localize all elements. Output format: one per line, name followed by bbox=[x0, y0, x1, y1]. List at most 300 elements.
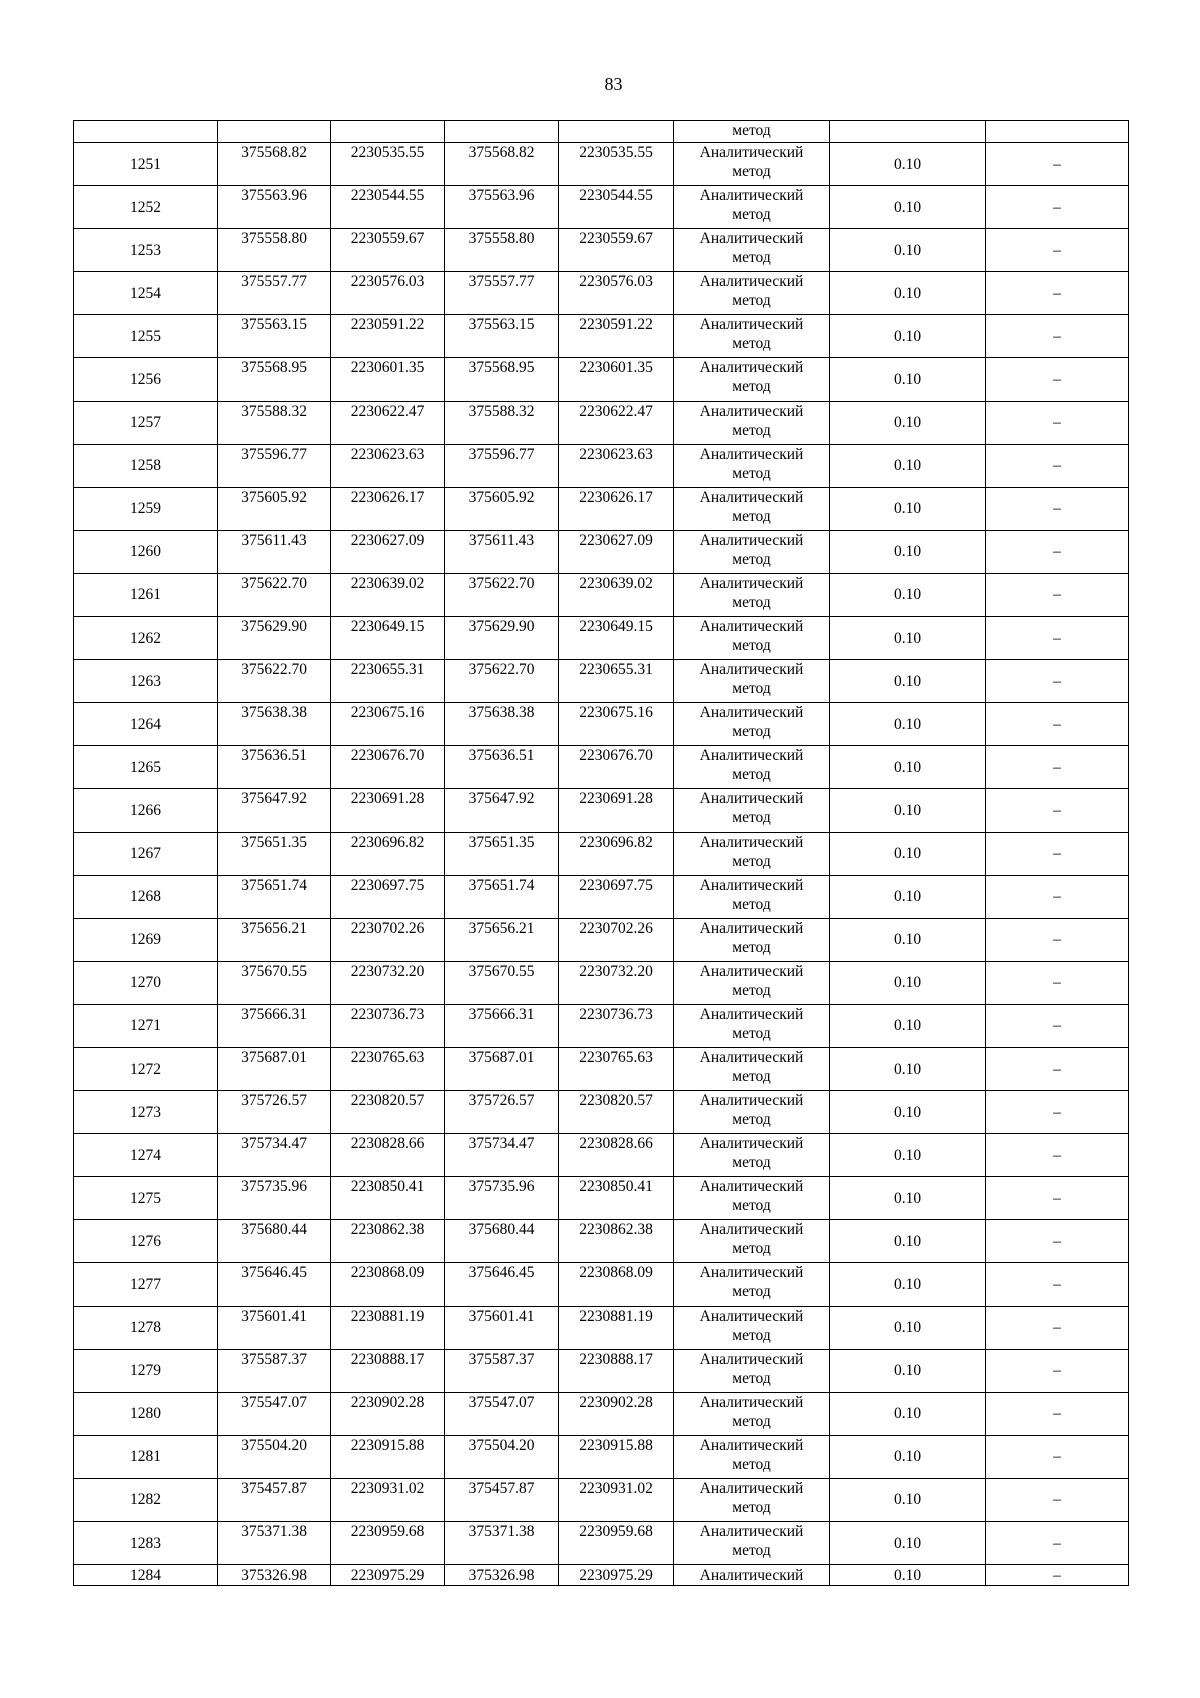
y-coordinate-2: 2230850.41 bbox=[559, 1177, 674, 1220]
dash-value: – bbox=[986, 789, 1129, 832]
method-line-1: Аналитический bbox=[699, 1005, 804, 1023]
x-coordinate-2: 375557.77 bbox=[445, 272, 559, 315]
x-coordinate: 375611.43 bbox=[218, 530, 331, 573]
method-line-1: Аналитический bbox=[699, 488, 804, 506]
method-cell bbox=[674, 444, 830, 487]
y-coordinate: 2230820.57 bbox=[331, 1091, 445, 1134]
method-cell bbox=[674, 121, 830, 143]
table-cell bbox=[445, 121, 559, 143]
method-cell bbox=[674, 1435, 830, 1478]
method-line-2: метод bbox=[732, 421, 771, 439]
x-coordinate: 375605.92 bbox=[218, 487, 331, 530]
x-coordinate: 375651.35 bbox=[218, 832, 331, 875]
x-coordinate: 375558.80 bbox=[218, 229, 331, 272]
method-line-1: Аналитический bbox=[699, 445, 804, 463]
method-line-2: метод bbox=[732, 1369, 771, 1387]
x-coordinate: 375622.70 bbox=[218, 660, 331, 703]
method-line-2: метод bbox=[732, 206, 771, 224]
precision-value: 0.10 bbox=[830, 143, 986, 186]
point-number: 1263 bbox=[74, 660, 218, 703]
method-line-1: Аналитический bbox=[699, 187, 804, 205]
x-coordinate-2: 375547.07 bbox=[445, 1392, 559, 1435]
method-line-1: Аналитический bbox=[699, 531, 804, 549]
x-coordinate: 375588.32 bbox=[218, 401, 331, 444]
table-row bbox=[74, 229, 1129, 272]
table-cell bbox=[559, 121, 674, 143]
precision-value: 0.10 bbox=[830, 961, 986, 1004]
point-number: 1258 bbox=[74, 444, 218, 487]
y-coordinate: 2230888.17 bbox=[331, 1349, 445, 1392]
x-coordinate-2: 375734.47 bbox=[445, 1134, 559, 1177]
precision-value: 0.10 bbox=[830, 1091, 986, 1134]
method-line-2: метод bbox=[732, 938, 771, 956]
table-row bbox=[74, 573, 1129, 616]
x-coordinate-2: 375504.20 bbox=[445, 1435, 559, 1478]
method-cell bbox=[674, 1004, 830, 1047]
table-cell bbox=[74, 121, 218, 143]
x-coordinate: 375504.20 bbox=[218, 1435, 331, 1478]
x-coordinate: 375670.55 bbox=[218, 961, 331, 1004]
x-coordinate: 375457.87 bbox=[218, 1478, 331, 1521]
y-coordinate: 2230535.55 bbox=[331, 143, 445, 186]
table-row bbox=[74, 1047, 1129, 1090]
precision-value: 0.10 bbox=[830, 1478, 986, 1521]
precision-value: 0.10 bbox=[830, 1306, 986, 1349]
y-coordinate: 2230862.38 bbox=[331, 1220, 445, 1263]
precision-value: 0.10 bbox=[830, 1004, 986, 1047]
method-cell bbox=[674, 1263, 830, 1306]
method-line-2: метод bbox=[732, 1283, 771, 1301]
point-number: 1261 bbox=[74, 573, 218, 616]
method-line-2: метод bbox=[732, 249, 771, 267]
y-coordinate: 2230828.66 bbox=[331, 1134, 445, 1177]
x-coordinate-2: 375558.80 bbox=[445, 229, 559, 272]
table-row bbox=[74, 358, 1129, 401]
point-number: 1254 bbox=[74, 272, 218, 315]
y-coordinate: 2230676.70 bbox=[331, 746, 445, 789]
point-number: 1281 bbox=[74, 1435, 218, 1478]
method-line-1: Аналитический bbox=[699, 1307, 804, 1325]
table-row bbox=[74, 617, 1129, 660]
table-cell bbox=[830, 121, 986, 143]
table-row bbox=[74, 1435, 1129, 1478]
point-number: 1270 bbox=[74, 961, 218, 1004]
method-cell bbox=[674, 1565, 830, 1586]
method-line-2: метод bbox=[732, 852, 771, 870]
y-coordinate: 2230544.55 bbox=[331, 186, 445, 229]
method-cell bbox=[674, 1522, 830, 1565]
method-line-1: Аналитический bbox=[699, 1178, 804, 1196]
x-coordinate-2: 375605.92 bbox=[445, 487, 559, 530]
x-coordinate-2: 375687.01 bbox=[445, 1047, 559, 1090]
precision-value: 0.10 bbox=[830, 272, 986, 315]
y-coordinate-2: 2230623.63 bbox=[559, 444, 674, 487]
precision-value: 0.10 bbox=[830, 1263, 986, 1306]
table-row bbox=[74, 143, 1129, 186]
dash-value: – bbox=[986, 143, 1129, 186]
dash-value: – bbox=[986, 530, 1129, 573]
precision-value: 0.10 bbox=[830, 1134, 986, 1177]
y-coordinate-2: 2230975.29 bbox=[559, 1565, 674, 1586]
y-coordinate-2: 2230868.09 bbox=[559, 1263, 674, 1306]
dash-value: – bbox=[986, 617, 1129, 660]
method-line-2: метод bbox=[732, 1024, 771, 1042]
y-coordinate-2: 2230765.63 bbox=[559, 1047, 674, 1090]
precision-value: 0.10 bbox=[830, 1349, 986, 1392]
method-line-1: Аналитический bbox=[699, 144, 804, 161]
y-coordinate-2: 2230627.09 bbox=[559, 530, 674, 573]
y-coordinate: 2230902.28 bbox=[331, 1392, 445, 1435]
x-coordinate: 375563.15 bbox=[218, 315, 331, 358]
x-coordinate-2: 375638.38 bbox=[445, 703, 559, 746]
x-coordinate-2: 375656.21 bbox=[445, 918, 559, 961]
dash-value: – bbox=[986, 229, 1129, 272]
method-line-1: Аналитический bbox=[699, 790, 804, 808]
x-coordinate-2: 375587.37 bbox=[445, 1349, 559, 1392]
y-coordinate: 2230627.09 bbox=[331, 530, 445, 573]
precision-value: 0.10 bbox=[830, 1565, 986, 1586]
y-coordinate: 2230696.82 bbox=[331, 832, 445, 875]
method-cell bbox=[674, 272, 830, 315]
y-coordinate-2: 2230544.55 bbox=[559, 186, 674, 229]
precision-value: 0.10 bbox=[830, 617, 986, 660]
y-coordinate-2: 2230535.55 bbox=[559, 143, 674, 186]
x-coordinate: 375568.82 bbox=[218, 143, 331, 186]
table-row bbox=[74, 1565, 1129, 1586]
y-coordinate-2: 2230902.28 bbox=[559, 1392, 674, 1435]
method-line-2: метод bbox=[732, 507, 771, 525]
y-coordinate-2: 2230639.02 bbox=[559, 573, 674, 616]
method-line-2: метод bbox=[732, 1111, 771, 1129]
dash-value: – bbox=[986, 358, 1129, 401]
y-coordinate-2: 2230959.68 bbox=[559, 1522, 674, 1565]
method-cell bbox=[674, 746, 830, 789]
precision-value: 0.10 bbox=[830, 1435, 986, 1478]
method-line-1: Аналитический bbox=[699, 1566, 804, 1584]
x-coordinate-2: 375647.92 bbox=[445, 789, 559, 832]
x-coordinate-2: 375611.43 bbox=[445, 530, 559, 573]
point-number: 1253 bbox=[74, 229, 218, 272]
point-number: 1268 bbox=[74, 875, 218, 918]
point-number: 1256 bbox=[74, 358, 218, 401]
table-row bbox=[74, 660, 1129, 703]
table-row bbox=[74, 444, 1129, 487]
y-coordinate: 2230623.63 bbox=[331, 444, 445, 487]
method-line-1: Аналитический bbox=[699, 618, 804, 636]
method-line-2: метод bbox=[732, 809, 771, 827]
dash-value: – bbox=[986, 401, 1129, 444]
dash-value: – bbox=[986, 1220, 1129, 1263]
point-number: 1277 bbox=[74, 1263, 218, 1306]
method-line-2: метод bbox=[732, 593, 771, 611]
method-line-1: Аналитический bbox=[699, 661, 804, 679]
y-coordinate: 2230576.03 bbox=[331, 272, 445, 315]
x-coordinate: 375557.77 bbox=[218, 272, 331, 315]
precision-value: 0.10 bbox=[830, 530, 986, 573]
method-line-2: метод bbox=[732, 1154, 771, 1172]
method-cell bbox=[674, 703, 830, 746]
method-continued-text: метод bbox=[732, 122, 771, 139]
precision-value: 0.10 bbox=[830, 487, 986, 530]
table-row bbox=[74, 272, 1129, 315]
point-number: 1274 bbox=[74, 1134, 218, 1177]
page-number: 83 bbox=[604, 74, 623, 94]
dash-value: – bbox=[986, 1047, 1129, 1090]
method-cell bbox=[674, 1091, 830, 1134]
method-line-1: Аналитический bbox=[699, 1436, 804, 1454]
point-number: 1251 bbox=[74, 143, 218, 186]
x-coordinate-2: 375651.74 bbox=[445, 875, 559, 918]
y-coordinate-2: 2230591.22 bbox=[559, 315, 674, 358]
x-coordinate: 375687.01 bbox=[218, 1047, 331, 1090]
x-coordinate: 375734.47 bbox=[218, 1134, 331, 1177]
point-number: 1267 bbox=[74, 832, 218, 875]
y-coordinate-2: 2230559.67 bbox=[559, 229, 674, 272]
y-coordinate-2: 2230696.82 bbox=[559, 832, 674, 875]
dash-value: – bbox=[986, 1392, 1129, 1435]
table-row bbox=[74, 530, 1129, 573]
x-coordinate-2: 375601.41 bbox=[445, 1306, 559, 1349]
method-cell bbox=[674, 358, 830, 401]
continued-header-row bbox=[74, 121, 1129, 143]
table-row bbox=[74, 961, 1129, 1004]
point-number: 1273 bbox=[74, 1091, 218, 1134]
x-coordinate: 375735.96 bbox=[218, 1177, 331, 1220]
method-cell bbox=[674, 573, 830, 616]
x-coordinate: 375326.98 bbox=[218, 1565, 331, 1586]
dash-value: – bbox=[986, 746, 1129, 789]
method-cell bbox=[674, 1349, 830, 1392]
method-cell bbox=[674, 832, 830, 875]
x-coordinate: 375601.41 bbox=[218, 1306, 331, 1349]
method-line-1: Аналитический bbox=[699, 230, 804, 248]
table-cell bbox=[986, 121, 1129, 143]
method-line-1: Аналитический bbox=[699, 1264, 804, 1282]
method-line-1: Аналитический bbox=[699, 962, 804, 980]
x-coordinate-2: 375568.82 bbox=[445, 143, 559, 186]
precision-value: 0.10 bbox=[830, 1177, 986, 1220]
method-line-1: Аналитический bbox=[699, 919, 804, 937]
method-cell bbox=[674, 1306, 830, 1349]
dash-value: – bbox=[986, 832, 1129, 875]
point-number: 1279 bbox=[74, 1349, 218, 1392]
method-line-1: Аналитический bbox=[699, 1135, 804, 1153]
dash-value: – bbox=[986, 1349, 1129, 1392]
dash-value: – bbox=[986, 487, 1129, 530]
dash-value: – bbox=[986, 918, 1129, 961]
x-coordinate: 375629.90 bbox=[218, 617, 331, 660]
y-coordinate-2: 2230828.66 bbox=[559, 1134, 674, 1177]
table-row bbox=[74, 315, 1129, 358]
y-coordinate-2: 2230862.38 bbox=[559, 1220, 674, 1263]
point-number: 1284 bbox=[74, 1565, 218, 1586]
x-coordinate: 375547.07 bbox=[218, 1392, 331, 1435]
method-line-2: метод bbox=[732, 335, 771, 353]
dash-value: – bbox=[986, 315, 1129, 358]
method-line-1: Аналитический bbox=[699, 833, 804, 851]
y-coordinate-2: 2230732.20 bbox=[559, 961, 674, 1004]
table-row bbox=[74, 918, 1129, 961]
method-cell bbox=[674, 143, 830, 186]
dash-value: – bbox=[986, 444, 1129, 487]
coordinates-table bbox=[73, 120, 1129, 1586]
point-number: 1266 bbox=[74, 789, 218, 832]
dash-value: – bbox=[986, 1004, 1129, 1047]
y-coordinate-2: 2230576.03 bbox=[559, 272, 674, 315]
y-coordinate-2: 2230655.31 bbox=[559, 660, 674, 703]
y-coordinate: 2230868.09 bbox=[331, 1263, 445, 1306]
table-body bbox=[74, 121, 1129, 1586]
precision-value: 0.10 bbox=[830, 1392, 986, 1435]
x-coordinate: 375638.38 bbox=[218, 703, 331, 746]
method-line-2: метод bbox=[732, 550, 771, 568]
y-coordinate: 2230691.28 bbox=[331, 789, 445, 832]
point-number: 1264 bbox=[74, 703, 218, 746]
y-coordinate: 2230850.41 bbox=[331, 1177, 445, 1220]
y-coordinate: 2230655.31 bbox=[331, 660, 445, 703]
method-line-2: метод bbox=[732, 981, 771, 999]
method-cell bbox=[674, 789, 830, 832]
precision-value: 0.10 bbox=[830, 229, 986, 272]
x-coordinate: 375596.77 bbox=[218, 444, 331, 487]
x-coordinate-2: 375646.45 bbox=[445, 1263, 559, 1306]
method-cell bbox=[674, 660, 830, 703]
y-coordinate-2: 2230697.75 bbox=[559, 875, 674, 918]
y-coordinate-2: 2230888.17 bbox=[559, 1349, 674, 1392]
method-line-1: Аналитический bbox=[699, 876, 804, 894]
x-coordinate: 375587.37 bbox=[218, 1349, 331, 1392]
table-cell bbox=[218, 121, 331, 143]
table-row bbox=[74, 1091, 1129, 1134]
x-coordinate-2: 375636.51 bbox=[445, 746, 559, 789]
y-coordinate-2: 2230622.47 bbox=[559, 401, 674, 444]
y-coordinate-2: 2230675.16 bbox=[559, 703, 674, 746]
table-row bbox=[74, 746, 1129, 789]
y-coordinate: 2230975.29 bbox=[331, 1565, 445, 1586]
x-coordinate-2: 375326.98 bbox=[445, 1565, 559, 1586]
method-cell bbox=[674, 961, 830, 1004]
y-coordinate: 2230765.63 bbox=[331, 1047, 445, 1090]
method-line-1: Аналитический bbox=[699, 1523, 804, 1540]
table-row bbox=[74, 1004, 1129, 1047]
precision-value: 0.10 bbox=[830, 573, 986, 616]
method-cell bbox=[674, 1220, 830, 1263]
precision-value: 0.10 bbox=[830, 444, 986, 487]
precision-value: 0.10 bbox=[830, 1522, 986, 1565]
table-row bbox=[74, 1134, 1129, 1177]
precision-value: 0.10 bbox=[830, 746, 986, 789]
method-line-1: Аналитический bbox=[699, 704, 804, 722]
x-coordinate-2: 375457.87 bbox=[445, 1478, 559, 1521]
method-line-2: метод bbox=[732, 1498, 771, 1516]
x-coordinate-2: 375666.31 bbox=[445, 1004, 559, 1047]
precision-value: 0.10 bbox=[830, 918, 986, 961]
x-coordinate: 375371.38 bbox=[218, 1522, 331, 1565]
point-number: 1271 bbox=[74, 1004, 218, 1047]
dash-value: – bbox=[986, 1091, 1129, 1134]
point-number: 1269 bbox=[74, 918, 218, 961]
y-coordinate-2: 2230691.28 bbox=[559, 789, 674, 832]
table-row bbox=[74, 487, 1129, 530]
dash-value: – bbox=[986, 875, 1129, 918]
method-cell bbox=[674, 1134, 830, 1177]
x-coordinate-2: 375670.55 bbox=[445, 961, 559, 1004]
method-line-2: метод bbox=[732, 163, 771, 180]
y-coordinate: 2230601.35 bbox=[331, 358, 445, 401]
table-row bbox=[74, 1263, 1129, 1306]
y-coordinate-2: 2230915.88 bbox=[559, 1435, 674, 1478]
x-coordinate: 375646.45 bbox=[218, 1263, 331, 1306]
y-coordinate-2: 2230626.17 bbox=[559, 487, 674, 530]
method-line-1: Аналитический bbox=[699, 316, 804, 334]
dash-value: – bbox=[986, 1177, 1129, 1220]
table-row bbox=[74, 1349, 1129, 1392]
method-line-2: метод bbox=[732, 1197, 771, 1215]
y-coordinate: 2230736.73 bbox=[331, 1004, 445, 1047]
method-line-1: Аналитический bbox=[699, 1479, 804, 1497]
x-coordinate-2: 375596.77 bbox=[445, 444, 559, 487]
method-line-1: Аналитический bbox=[699, 1048, 804, 1066]
method-cell bbox=[674, 1177, 830, 1220]
y-coordinate: 2230732.20 bbox=[331, 961, 445, 1004]
method-line-2: метод bbox=[732, 680, 771, 698]
method-line-2: метод bbox=[732, 292, 771, 310]
point-number: 1260 bbox=[74, 530, 218, 573]
method-cell bbox=[674, 186, 830, 229]
method-line-2: метод bbox=[732, 1326, 771, 1344]
method-cell bbox=[674, 315, 830, 358]
x-coordinate: 375636.51 bbox=[218, 746, 331, 789]
method-cell bbox=[674, 487, 830, 530]
method-line-2: метод bbox=[732, 1455, 771, 1473]
method-line-2: метод bbox=[732, 895, 771, 913]
point-number: 1283 bbox=[74, 1522, 218, 1565]
x-coordinate: 375568.95 bbox=[218, 358, 331, 401]
y-coordinate-2: 2230601.35 bbox=[559, 358, 674, 401]
x-coordinate-2: 375568.95 bbox=[445, 358, 559, 401]
table-row bbox=[74, 1220, 1129, 1263]
dash-value: – bbox=[986, 961, 1129, 1004]
method-cell bbox=[674, 1392, 830, 1435]
x-coordinate-2: 375622.70 bbox=[445, 660, 559, 703]
x-coordinate-2: 375680.44 bbox=[445, 1220, 559, 1263]
y-coordinate-2: 2230676.70 bbox=[559, 746, 674, 789]
method-line-1: Аналитический bbox=[699, 1092, 804, 1110]
table-row bbox=[74, 1306, 1129, 1349]
method-line-1: Аналитический bbox=[699, 1221, 804, 1239]
y-coordinate: 2230931.02 bbox=[331, 1478, 445, 1521]
x-coordinate: 375656.21 bbox=[218, 918, 331, 961]
point-number: 1278 bbox=[74, 1306, 218, 1349]
table-row bbox=[74, 1522, 1129, 1565]
precision-value: 0.10 bbox=[830, 186, 986, 229]
point-number: 1282 bbox=[74, 1478, 218, 1521]
x-coordinate: 375666.31 bbox=[218, 1004, 331, 1047]
precision-value: 0.10 bbox=[830, 1220, 986, 1263]
x-coordinate: 375563.96 bbox=[218, 186, 331, 229]
dash-value: – bbox=[986, 1478, 1129, 1521]
y-coordinate: 2230959.68 bbox=[331, 1522, 445, 1565]
y-coordinate: 2230591.22 bbox=[331, 315, 445, 358]
y-coordinate: 2230881.19 bbox=[331, 1306, 445, 1349]
y-coordinate: 2230675.16 bbox=[331, 703, 445, 746]
y-coordinate: 2230626.17 bbox=[331, 487, 445, 530]
dash-value: – bbox=[986, 1263, 1129, 1306]
y-coordinate: 2230702.26 bbox=[331, 918, 445, 961]
table-row bbox=[74, 703, 1129, 746]
x-coordinate: 375680.44 bbox=[218, 1220, 331, 1263]
point-number: 1257 bbox=[74, 401, 218, 444]
